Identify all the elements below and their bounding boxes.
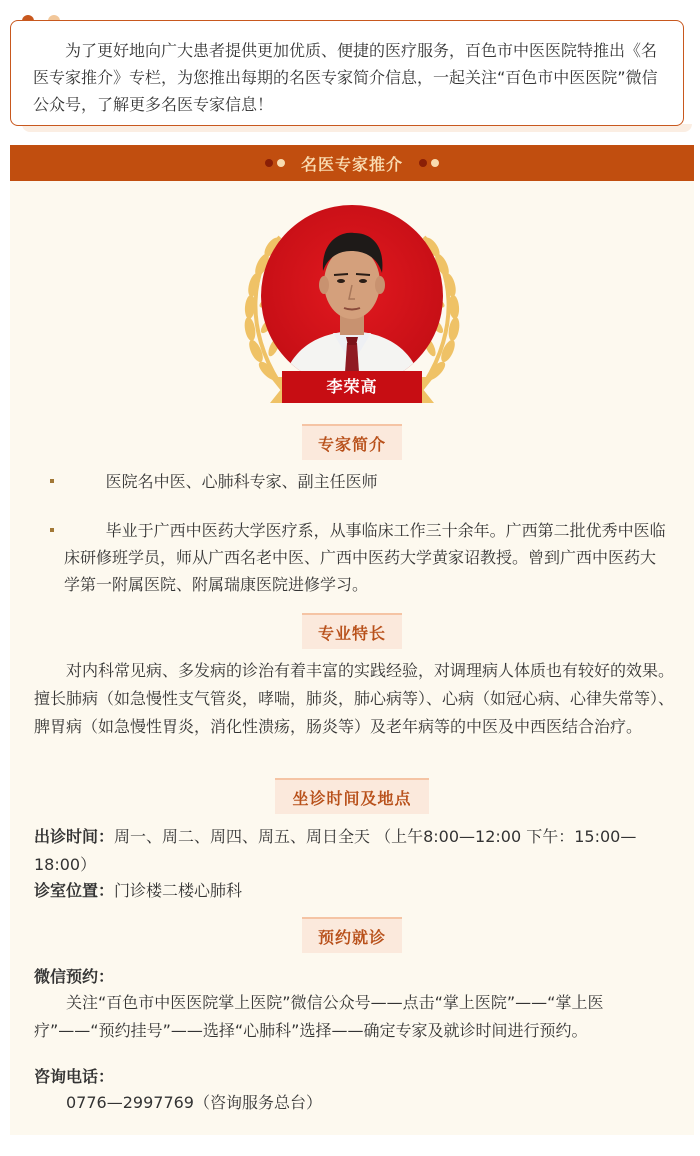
schedule-time-label: 出诊时间： <box>34 827 115 846</box>
schedule-room-label: 诊室位置： <box>34 881 115 900</box>
profile-item-text: 医院名中医、心肺科专家、副主任医师 <box>105 472 378 491</box>
expert-panel <box>10 145 694 1135</box>
doctor-portrait-icon <box>261 205 443 387</box>
schedule-time-value: 周一、周二、周四、周五、周日全天 （上午8:00—12:00 下午：15:00—18:00） <box>34 827 637 874</box>
schedule-room <box>34 877 674 905</box>
banner-dots-left <box>265 159 285 167</box>
bullet-icon <box>50 479 54 483</box>
section-banner <box>10 145 694 181</box>
section-title-specialty: 专业特长 <box>302 613 402 649</box>
schedule-time <box>34 823 674 879</box>
section-title-booking: 预约就诊 <box>302 917 402 953</box>
section-title-schedule: 坐诊时间及地点 <box>275 778 429 814</box>
phone-label: 咨询电话： <box>34 1067 115 1086</box>
wechat-label: 微信预约： <box>34 967 115 986</box>
intro-box <box>10 20 684 126</box>
doctor-photo <box>261 205 443 387</box>
booking-wechat-text: 关注“百色市中医医院掌上医院”微信公众号——点击“掌上医院”——“掌上医疗”——“预约挂号”——选择“心肺科”选择——确定专家及就诊时间进行预约。 <box>34 993 604 1040</box>
doctor-name: 李荣高 <box>282 371 422 403</box>
banner-title: 名医专家推介 <box>300 154 403 174</box>
booking-wechat-label <box>34 963 674 991</box>
profile-item <box>50 468 670 495</box>
bullet-icon <box>50 528 54 532</box>
doctor-name-ribbon <box>282 371 422 403</box>
section-title-profile: 专家简介 <box>302 424 402 460</box>
portrait-area <box>10 181 694 421</box>
booking-phone-label <box>34 1063 674 1091</box>
schedule-room-value: 门诊楼二楼心肺科 <box>114 881 243 900</box>
profile-item <box>50 517 670 598</box>
intro-card <box>10 10 690 126</box>
profile-item-text: 毕业于广西中医药大学医疗系，从事临床工作三十余年。广西第二批优秀中医临床研修班学员，师从广西名老中医、广西中医药大学黄家诏教授。曾到广西中医药大学第一附属医院、附属瑞康医院进修学习。 <box>64 521 666 594</box>
booking-phone-text[interactable]: 0776—2997769（咨询服务总台） <box>66 1093 322 1112</box>
banner-dots-right <box>419 159 439 167</box>
intro-text: 为了更好地向广大患者提供更加优质、便捷的医疗服务，百色市中医医院特推出《名医专家推介》专栏，为您推出每期的名医专家简介信息，一起关注“百色市中医医院”微信公众号，了解更多名医专家信息！ <box>33 41 658 114</box>
specialty-text: 对内科常见病、多发病的诊治有着丰富的实践经验，对调理病人体质也有较好的效果。擅长肺病（如急慢性支气管炎，哮喘，肺炎，肺心病等）、心病（如冠心病、心律失常等）、脾胃病（如急慢性胃炎，消化性溃疡，肠炎等）及老年病等的中医及中西医结合治疗。 <box>34 661 675 736</box>
